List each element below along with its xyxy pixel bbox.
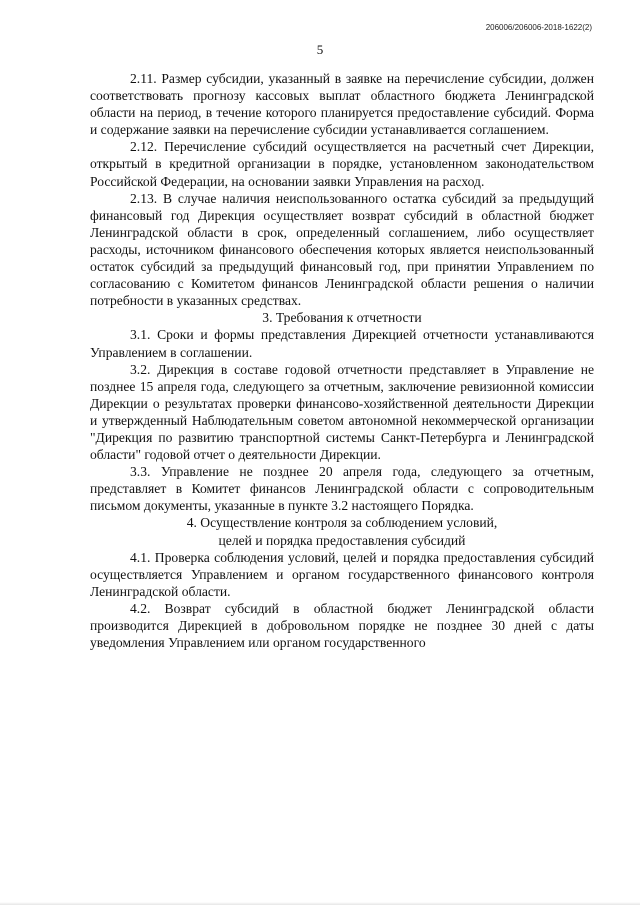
document-id: 206006/206006-2018-1622(2) bbox=[485, 23, 592, 32]
section-4-heading bbox=[90, 514, 594, 548]
section-4-heading-line-1: 4. Осуществление контроля за соблюдением условий, bbox=[186, 515, 498, 531]
paragraph-4-1: 4.1. Проверка соблюдения условий, целей и порядка предоставления субсидий осуществляется Управлением и органом государственного финансового контроля Ленинградской области. bbox=[90, 549, 594, 599]
paragraph-3-3: 3.3. Управление не позднее 20 апреля года, следующего за отчетным, представляет в Комитет финансов Ленинградской области с сопроводительным письмом документы, указанные в пункте 3.2 настоящего Порядка. bbox=[90, 464, 594, 514]
paragraph-4-2: 4.2. Возврат субсидий в областной бюджет Ленинградской области производится Дирекцией в добровольном порядке не позднее 30 дней с даты уведомления Управлением или органом государственного bbox=[90, 600, 594, 651]
paragraph-3-1: 3.1. Сроки и формы представления Дирекцией отчетности устанавливаются Управлением в соглашении. bbox=[90, 327, 594, 360]
section-3-heading: 3. Требования к отчетности bbox=[262, 310, 422, 326]
paragraph-2-11: 2.11. Размер субсидии, указанный в заявке на перечисление субсидии, должен соответствовать прогнозу кассовых выплат областного бюджета Ленинградской области на период, в течение которого планируется предоставление субсидий. Форма и содержание заявки на перечисление субсидии устанавливается соглашением. bbox=[90, 71, 594, 138]
paragraph-2-13: 2.13. В случае наличия неиспользованного остатка субсидий за предыдущий финансовый год Дирекция осуществляет возврат субсидий в областной бюджет Ленинградской области в срок, определенный соглашением, либо осуществляет расходы, источником финансового обеспечения которых является неиспользованный остаток субсидий за предыдущий финансовый год, при принятии Управлением по согласованию с Комитетом финансов Ленинградской области решения о наличии потребности в указанных средствах. bbox=[90, 190, 594, 309]
paragraph-2-12: 2.12. Перечисление субсидий осуществляется на расчетный счет Дирекции, открытый в кредитной организации в порядке, установленном законодательством Российской Федерации, на основании заявки Управления на расход. bbox=[90, 139, 594, 189]
section-4-heading-line-2: целей и порядка предоставления субсидий bbox=[218, 532, 466, 548]
paragraph-3-2: 3.2. Дирекция в составе годовой отчетности представляет в Управление не позднее 15 апреля года, следующего за отчетным, заключение ревизионной комиссии Дирекции о результатах проверки финансово-хозяйственной деятельности Дирекции и утвержденный Наблюдательным советом автономной некоммерческой организации "Дирекция по развитию транспортной системы Санкт-Петербурга и Ленинградской области" годовой отчет о деятельности Дирекции. bbox=[90, 361, 594, 463]
page-number: 5 bbox=[316, 42, 324, 57]
document-body bbox=[90, 70, 594, 651]
